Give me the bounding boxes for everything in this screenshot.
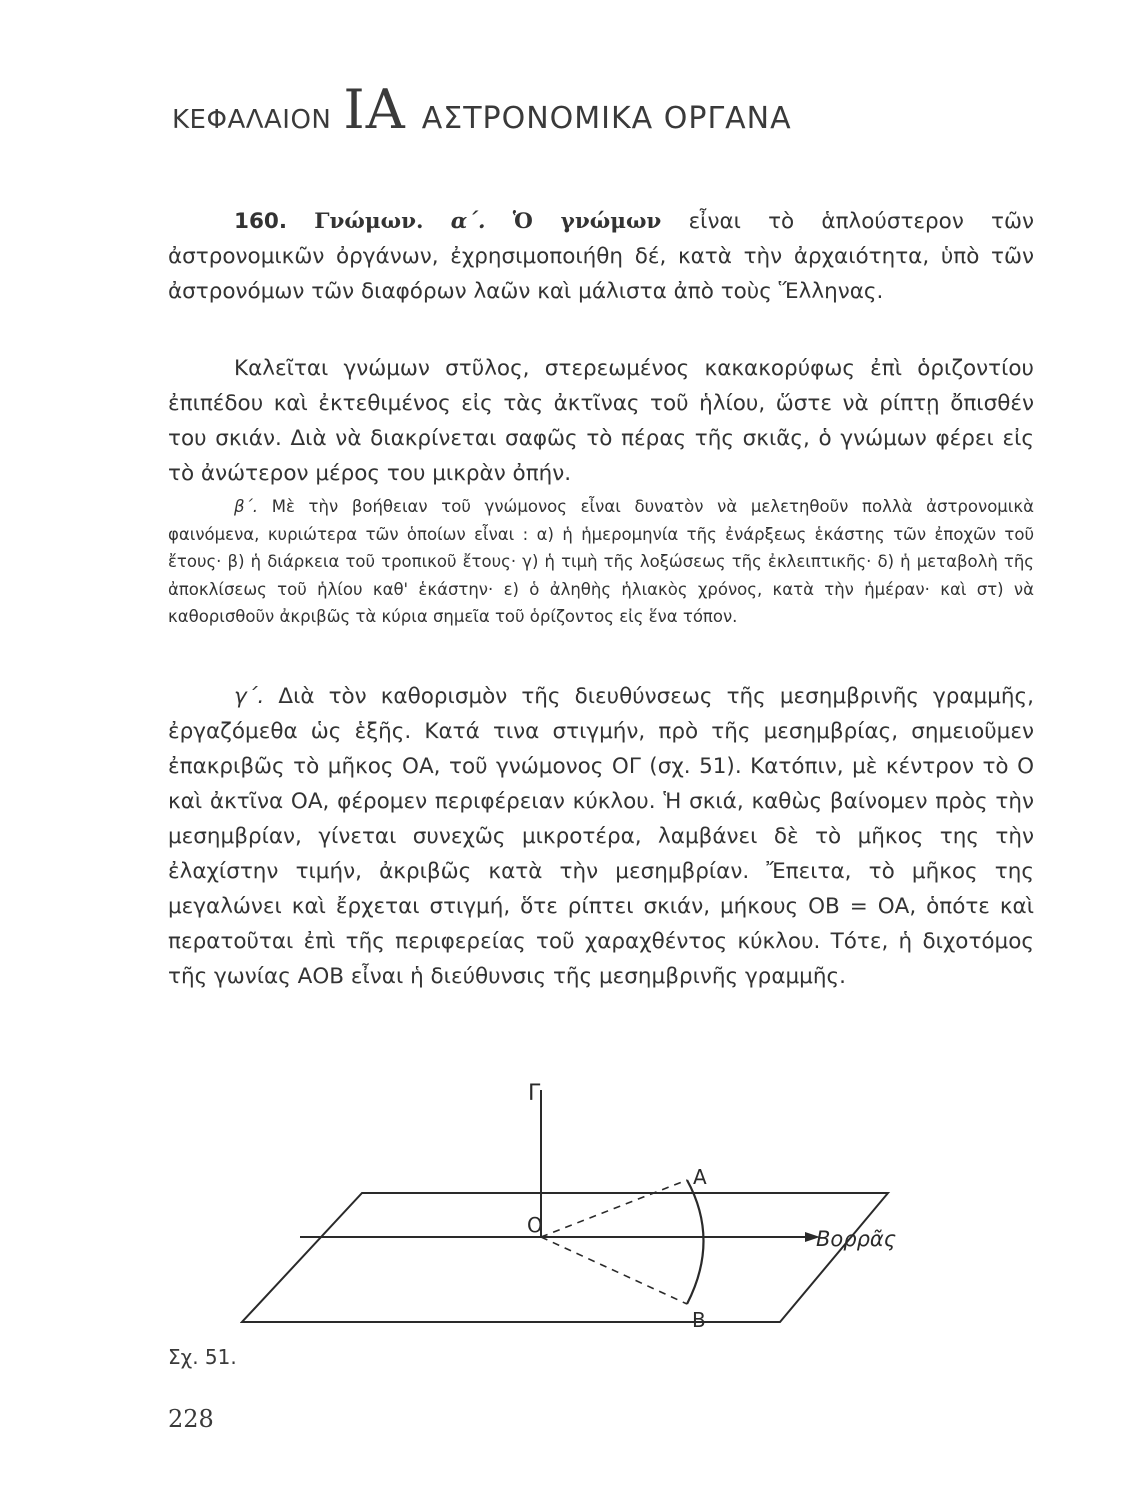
paragraph-beta (168, 493, 1034, 631)
gamma-marker: γ΄. (234, 684, 265, 709)
beta-marker: β΄. (234, 497, 259, 516)
label-b: Β (692, 1308, 706, 1332)
gamma-text: Διὰ τὸν καθορισμὸν τῆς διευθύνσεως τῆς μεσημβρινῆς γραμμῆς, ἐργαζόμεθα ὡς ἑξῆς. Κατά τινα στιγμήν, πρὸ τῆς μεσημβρίας, σημειοῦμεν ἐπακριβῶς τὸ μῆκος ΟΑ, τοῦ γνώμονος ΟΓ (σχ. 51). Κατόπιν, μὲ κέντρον τὸ Ο καὶ ἀκτῖνα ΟΑ, φέρομεν περιφέρειαν κύκλου. Ἡ σκιά, καθὼς βαίνομεν πρὸς τὴν μεσημβρίαν, γίνεται συνεχῶς μικροτέρα, λαμβάνει δὲ τὸ μῆκος της τὴν ἐλαχίστην τιμήν, ἀκριβῶς κατὰ τὴν μεσημβρίαν. Ἔπειτα, τὸ μῆκος της μεγαλώνει καὶ ἔρχεται στιγμή, ὅτε ρίπτει σκιάν, μήκους ΟΒ = ΟΑ, ὁπότε καὶ περατοῦται ἐπὶ τῆς περιφερείας τοῦ χαραχθέντος κύκλου. Τότε, ἡ διχοτόμος τῆς γωνίας ΑΟΒ εἶναι ἡ διεύθυνσις τῆς μεσημβρινῆς γραμμῆς. (168, 684, 1034, 989)
page-number: 228 (168, 1405, 214, 1433)
label-a: Α (693, 1165, 707, 1189)
label-o: Ο (527, 1213, 543, 1237)
label-gamma: Γ (528, 1081, 541, 1106)
alpha-text: εἶναι τὸ ἁπλούστερον τῶν ἀστρονομικῶν ὀργάνων, ἐχρησιμοποιήθη δέ, κατὰ τὴν ἀρχαιότητα, ὑπὸ τῶν ἀστρονόμων τῶν διαφόρων λαῶν καὶ μάλιστα ἀπὸ τοὺς Ἕλληνας. (168, 209, 1034, 304)
paragraph-gamma (168, 679, 1034, 994)
circle-arc (687, 1180, 704, 1304)
chapter-numeral: ΙΑ (343, 78, 406, 141)
shadow-ob (541, 1237, 687, 1304)
figure-caption: Σχ. 51. (168, 1345, 237, 1369)
paragraph-alpha (168, 204, 1034, 309)
section-heading: Γνώμων. (314, 209, 424, 234)
chapter-heading (172, 78, 1032, 158)
paragraph-gnomon-definition (168, 351, 1034, 491)
shadow-oa (541, 1180, 687, 1237)
section-number: 160. (234, 209, 288, 234)
horizontal-plane (242, 1193, 888, 1322)
alpha-marker: α΄. (450, 209, 486, 234)
beta-text: Μὲ τὴν βοήθειαν τοῦ γνώμονος εἶναι δυνατὸν νὰ μελετηθοῦν πολλὰ ἀστρονομικὰ φαινόμενα, κυριώτερα τῶν ὁποίων εἶναι : α) ἡ ἡμερομηνία τῆς ἐνάρξεως ἑκάστης τῶν ἐποχῶν τοῦ ἔτους· β) ἡ διάρκεια τοῦ τροπικοῦ ἔτους· γ) ἡ τιμὴ τῆς λοξώσεως τῆς ἐκλειπτικῆς· δ) ἡ μεταβολὴ τῆς ἀποκλίσεως τοῦ ἡλίου καθ' ἑκάστην· ε) ὁ ἀληθὴς ἡλιακὸς χρόνος, κατὰ τὴν ἡμέραν· καὶ στ) νὰ καθορισθοῦν ἀκριβῶς τὰ κύρια σημεῖα τοῦ ὁρίζοντος εἰς ἕνα τόπον. (168, 497, 1034, 627)
chapter-title: ΑΣΤΡΟΝΟΜΙΚΑ ΟΡΓΑΝΑ (421, 101, 792, 136)
paragraph-2-text: Καλεῖται γνώμων στῦλος, στερεωμένος κακακορύφως ἐπὶ ὁριζοντίου ἐπιπέδου καὶ ἐκτεθιμένος εἰς τὰς ἀκτῖνας τοῦ ἡλίου, ὥστε νὰ ρίπτῃ ὄπισθέν του σκιάν. Διὰ νὰ διακρίνεται σαφῶς τὸ πέρας τῆς σκιᾶς, ὁ γνώμων φέρει εἰς τὸ ἀνώτερον μέρος του μικρὰν ὀπήν. (168, 356, 1034, 486)
gnomon-diagram (240, 1060, 960, 1360)
alpha-subject: Ὁ γνώμων (512, 209, 662, 234)
chapter-label: ΚΕΦΑΛΑΙΟΝ (172, 105, 332, 135)
label-north: Βορρᾶς (816, 1227, 897, 1251)
